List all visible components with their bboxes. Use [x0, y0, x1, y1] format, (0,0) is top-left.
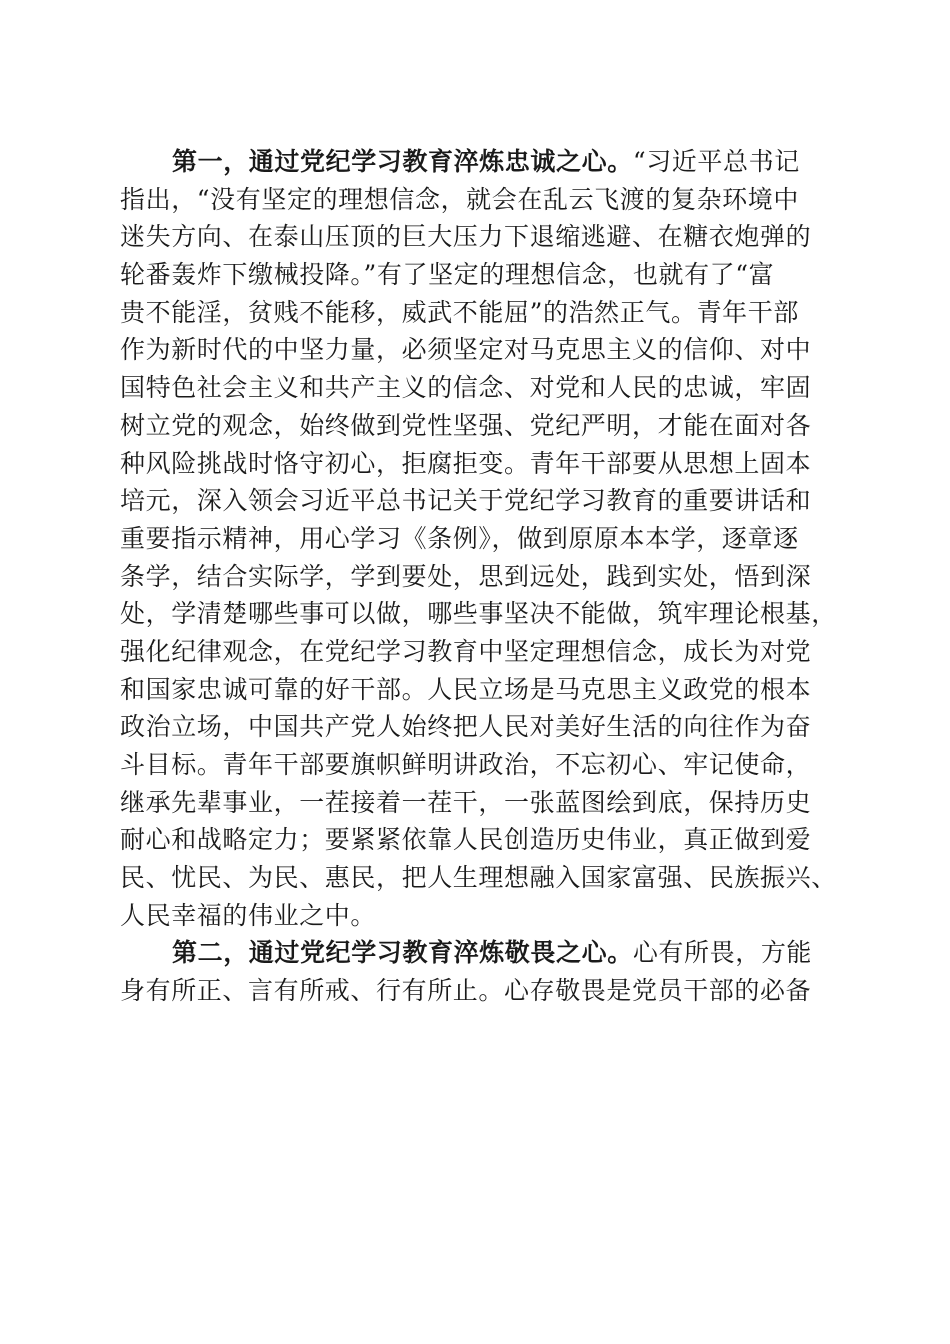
paragraph-line: 身有所正、言有所戒、行有所止。心存敬畏是党员干部的必备: [120, 976, 812, 1006]
paragraph-line: 民、忧民、为民、惠民，把人生理想融入国家富强、民族振兴、: [120, 863, 837, 893]
paragraph-line: 国特色社会主义和共产主义的信念、对党和人民的忠诚，牢固: [120, 373, 812, 403]
paragraph-heading: 第二，通过党纪学习教育淬炼敬畏之心。: [172, 938, 633, 968]
paragraph-line: 强化纪律观念，在党纪学习教育中坚定理想信念，成长为对党: [120, 636, 812, 666]
paragraph-heading: 第一，通过党纪学习教育淬炼忠诚之心。: [172, 147, 633, 176]
paragraph-reverence: [120, 934, 830, 1009]
paragraph-line: 处，学清楚哪些事可以做，哪些事坚决不能做，筑牢理论根基，: [120, 599, 837, 629]
paragraph-line: 迷失方向、在泰山压顶的巨大压力下退缩逃避、在糖衣炮弹的: [120, 222, 812, 252]
paragraph-line: 培元，深入领会习近平总书记关于党纪学习教育的重要讲话和: [120, 486, 812, 516]
document-body: [120, 143, 837, 1010]
paragraph-line: 轮番轰炸下缴械投降。”有了坚定的理想信念，也就有了“富: [120, 260, 775, 290]
paragraph-line: 耐心和战略定力；要紧紧依靠人民创造历史伟业，真正做到爱: [120, 825, 812, 855]
paragraph-line: 政治立场，中国共产党人始终把人民对美好生活的向往作为奋: [120, 712, 812, 742]
paragraph-line: 人民幸福的伟业之中。: [120, 900, 377, 930]
paragraph-first-line: [120, 934, 830, 972]
paragraph-loyalty: [120, 143, 837, 934]
paragraph-line: 条学，结合实际学，学到要处，思到远处，践到实处，悟到深: [120, 561, 812, 591]
paragraph-line: 和国家忠诚可靠的好干部。人民立场是马克思主义政党的根本: [120, 674, 812, 704]
paragraph-line: 斗目标。青年干部要旗帜鲜明讲政治，不忘初心、牢记使命，: [120, 750, 812, 779]
paragraph-line: 指出，“没有坚定的理想信念，就会在乱云飞渡的复杂环境中: [120, 184, 799, 214]
paragraph-line: 继承先辈事业，一茬接着一茬干，一张蓝图绘到底，保持历史: [120, 787, 812, 817]
paragraph-line: 树立党的观念，始终做到党性坚强、党纪严明，才能在面对各: [120, 410, 812, 440]
paragraph-line: 重要指示精神，用心学习《条例》，做到原原本本学，逐章逐: [120, 523, 799, 553]
paragraph-line: 种风险挑战时恪守初心，拒腐拒变。青年干部要从思想上固本: [120, 448, 812, 478]
paragraph-line: 作为新时代的中坚力量，必须坚定对马克思主义的信仰、对中: [120, 335, 812, 365]
paragraph-text: 心有所畏，方能: [632, 938, 813, 968]
paragraph-first-line: [120, 143, 830, 181]
paragraph-text: “习近平总书记: [632, 147, 800, 176]
paragraph-line: 贵不能淫，贫贱不能移，威武不能屈”的浩然正气。青年干部: [120, 297, 799, 327]
